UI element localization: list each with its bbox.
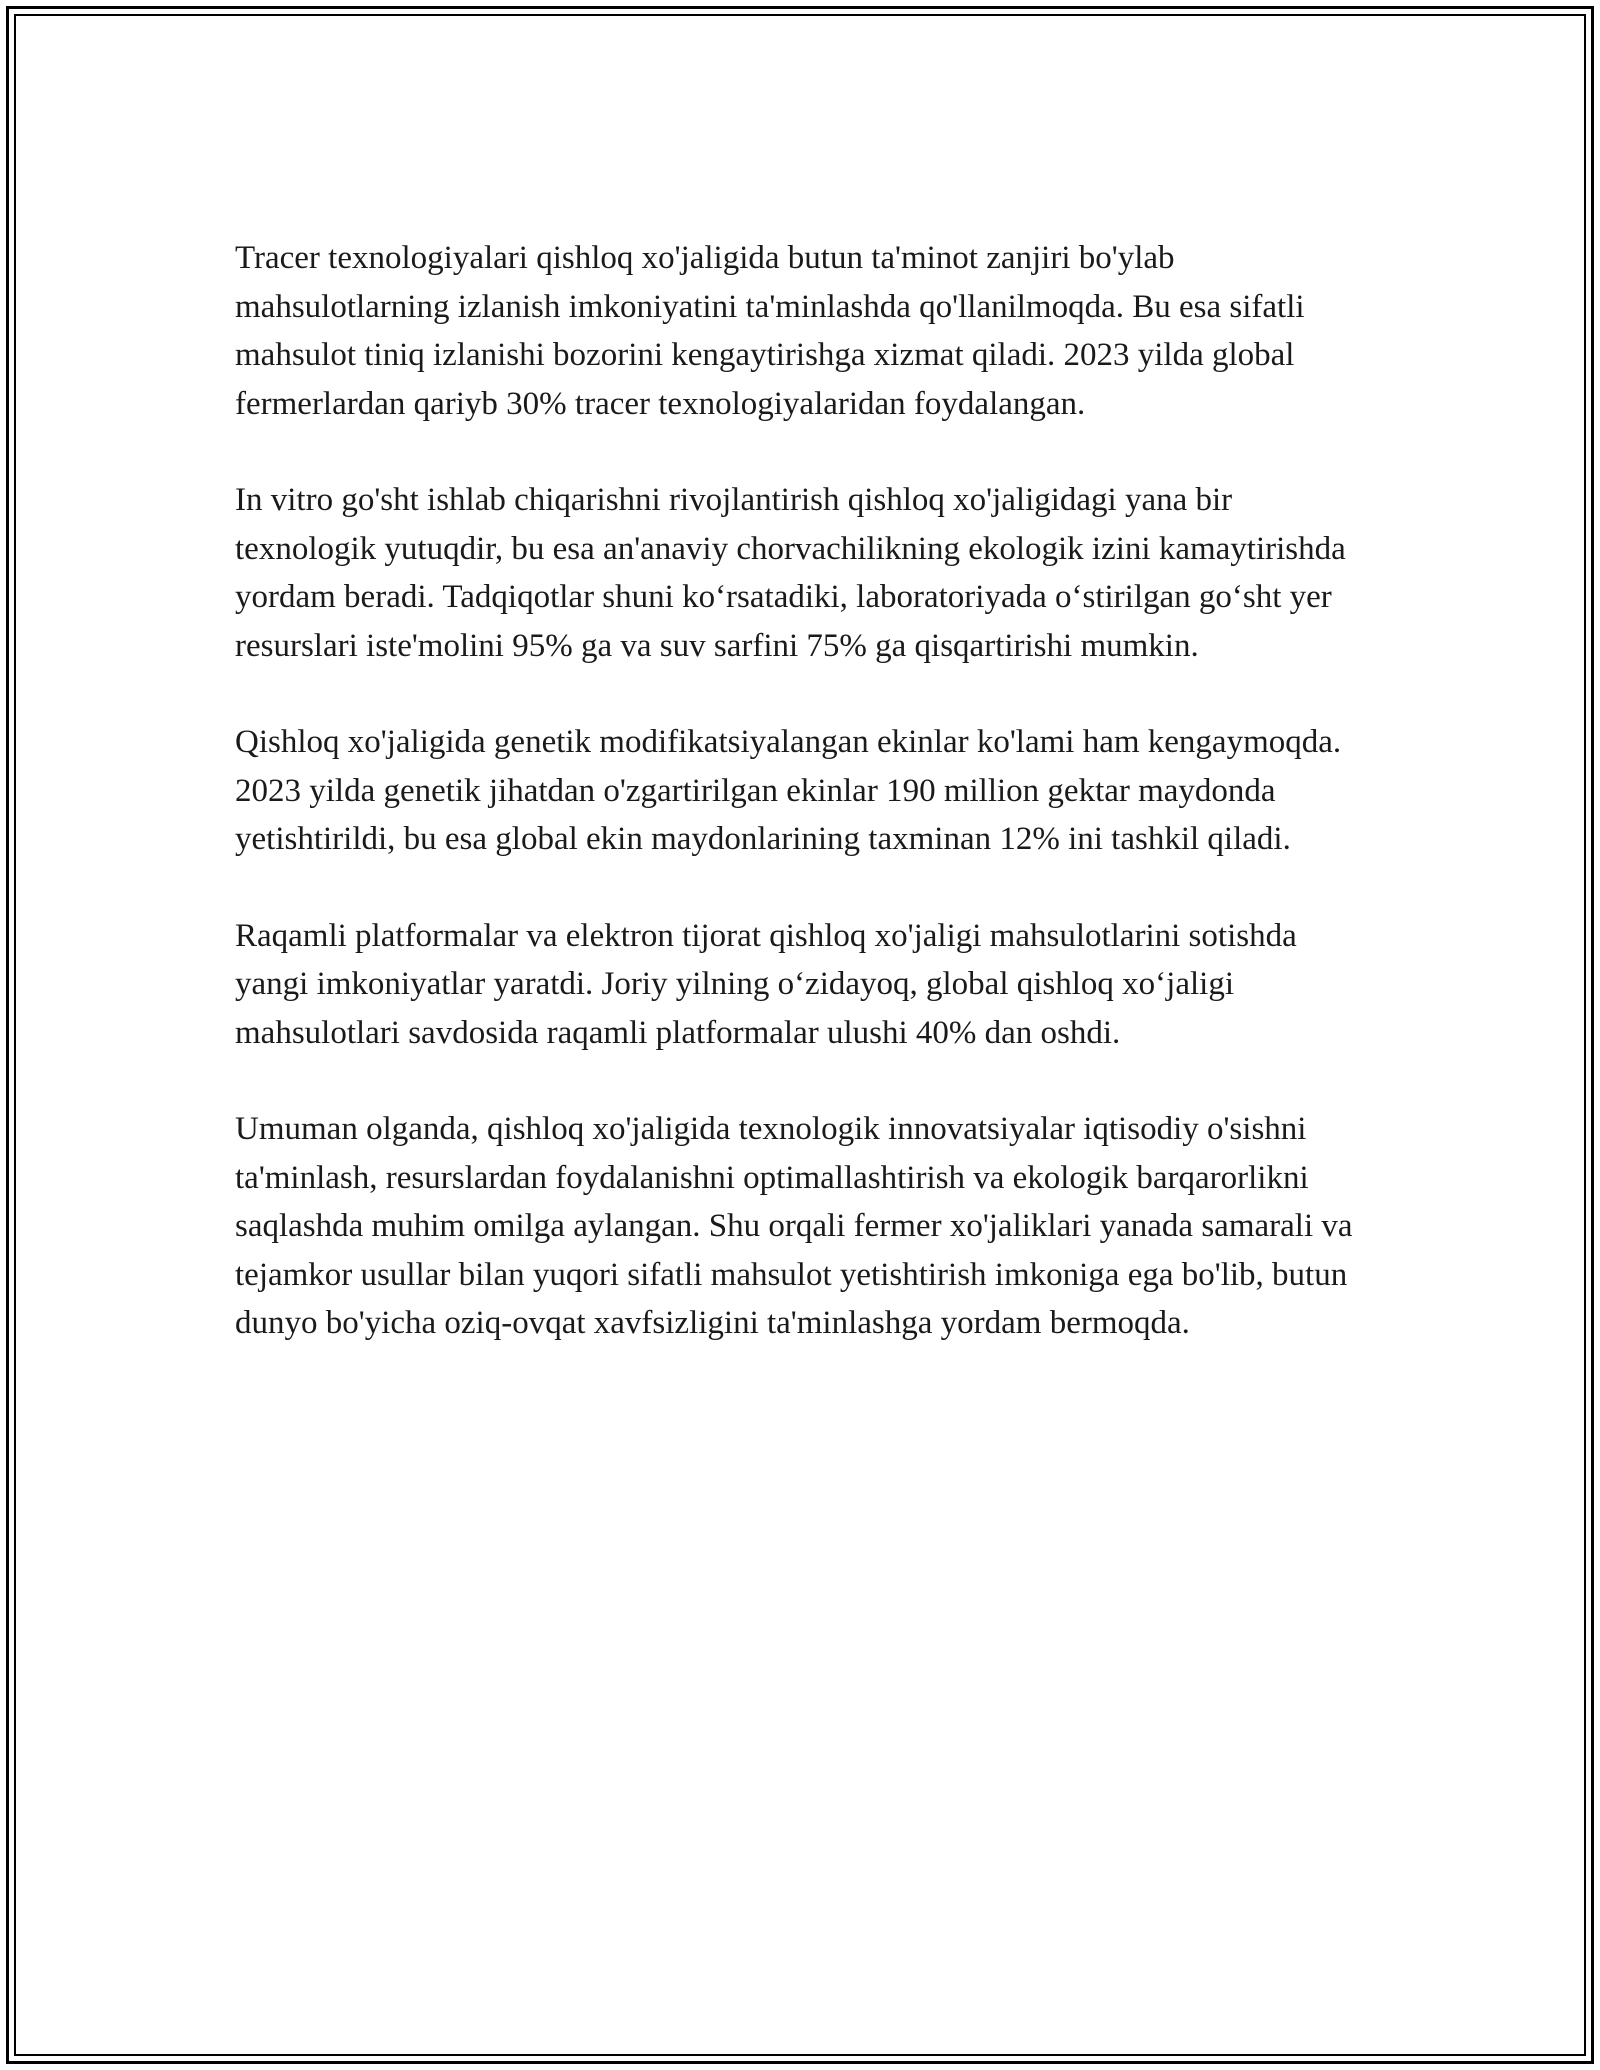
paragraph-in-vitro-meat: In vitro go'sht ishlab chiqarishni rivojlantirish qishloq xo'jaligidagi yana bir texnologik yutuqdir, bu esa an'anaviy chorvachilikning ekologik izini kamaytirishda yordam beradi. Tadqiqotlar shuni ko‘rsatadiki, laboratoriyada o‘stirilgan go‘sht yer resurslari iste'molini 95% ga va suv sarfini 75% ga qisqartirishi mumkin. [235,482,1346,664]
paragraph-tracer-technologies: Tracer texnologiyalari qishloq xo'jaligida butun ta'minot zanjiri bo'ylab mahsulotlarning izlanish imkoniyatini ta'minlashda qo'llanilmoqda. Bu esa sifatli mahsulot tiniq izlanishi bozorini kengaytirishga xizmat qiladi. 2023 yilda global fermerlardan qariyb 30% tracer texnologiyalaridan foydalangan. [235,240,1305,422]
document-body [235,234,1375,1348]
paragraph-digital-platforms: Raqamli platformalar va elektron tijorat qishloq xo'jaligi mahsulotlarini sotishda yangi imkoniyatlar yaratdi. Joriy yilning o‘zidayoq, global qishloq xo‘jaligi mahsulotlari savdosida raqamli platformalar ulushi 40% dan oshdi. [235,917,1297,1051]
paragraph-conclusion: Umuman olganda, qishloq xo'jaligida texnologik innovatsiyalar iqtisodiy o'sishni ta'minlash, resurslardan foydalanishni optimallashtirish va ekologik barqarorlikni saqlashda muhim omilga aylangan. Shu orqali fermer xo'jaliklari yanada samarali va tejamkor usullar bilan yuqori sifatli mahsulot yetishtirish imkoniga ega bo'lib, butun dunyo bo'yicha oziq-ovqat xavfsizligini ta'minlashga yordam bermoqda. [235,1111,1353,1341]
paragraph-gm-crops: Qishloq xo'jaligida genetik modifikatsiyalangan ekinlar ko'lami ham kengaymoqda. 2023 yilda genetik jihatdan o'zgartirilgan ekinlar 190 million gektar maydonda yetishtirildi, bu esa global ekin maydonlarining taxminan 12% ini tashkil qiladi. [235,724,1342,857]
